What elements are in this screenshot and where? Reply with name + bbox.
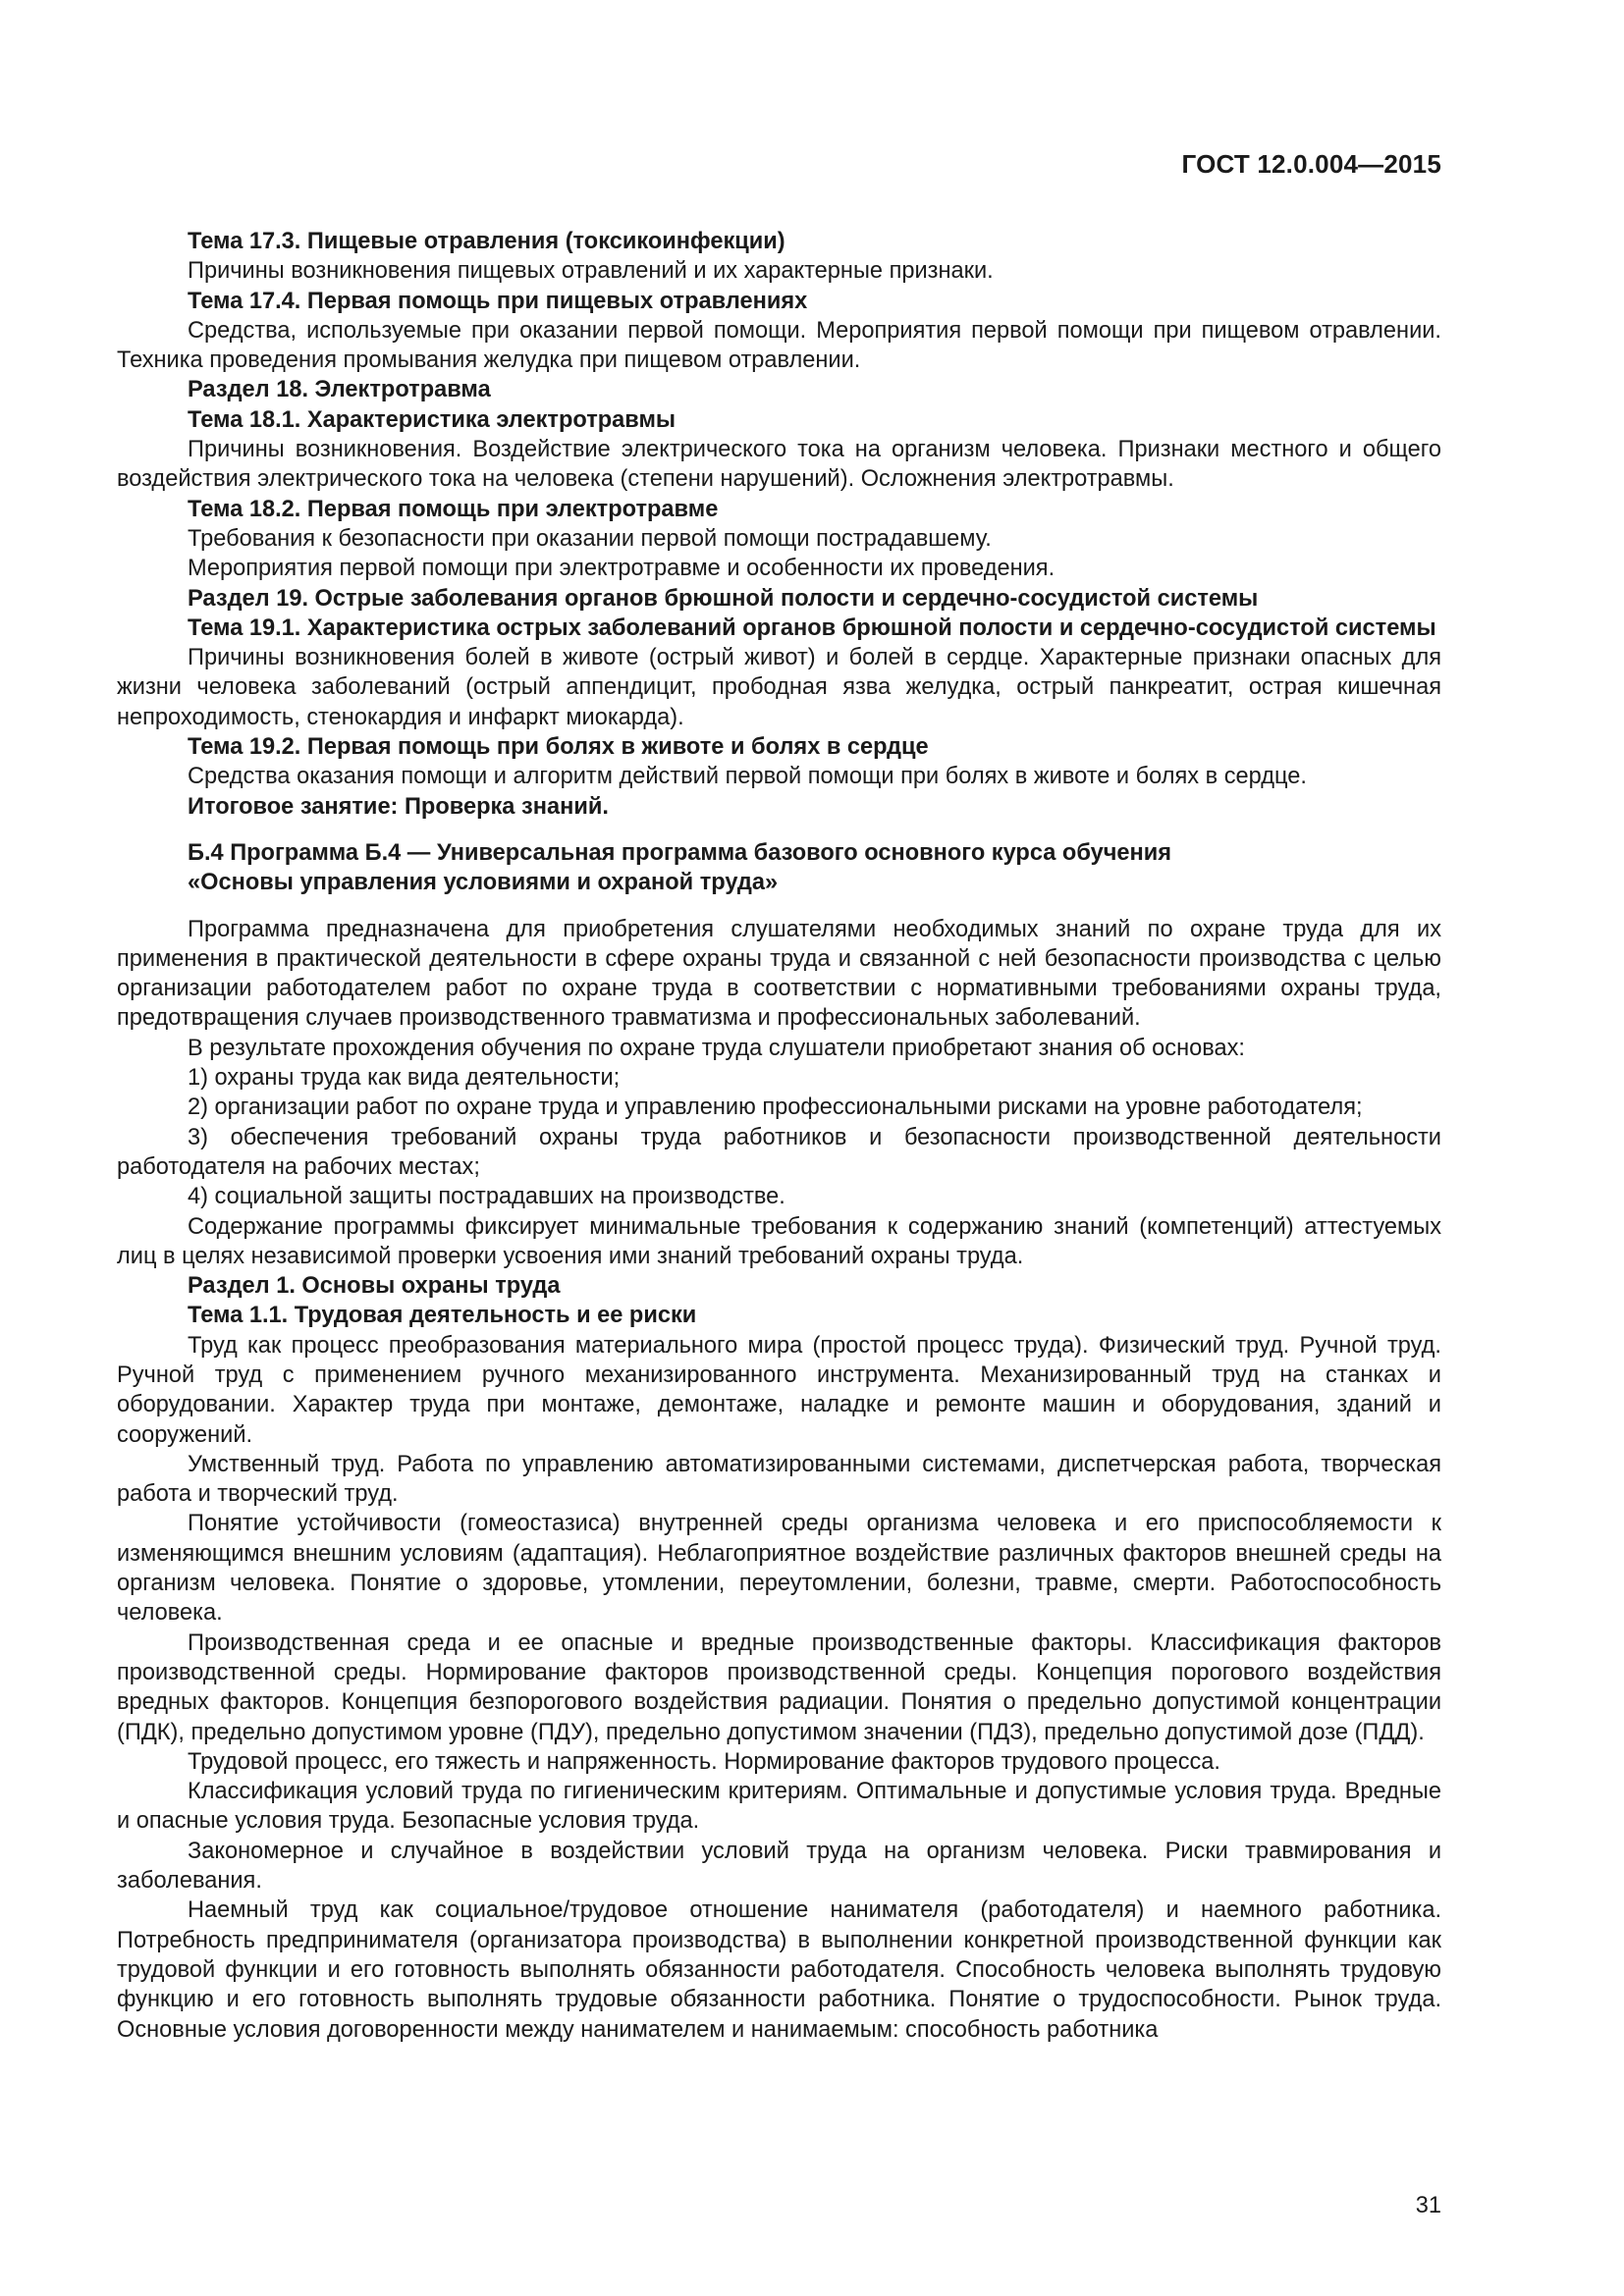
heading: Раздел 18. Электротравма [188, 377, 491, 403]
paragraph: 1) охраны труда как вида деятельности; [188, 1065, 621, 1092]
heading: Тема 18.2. Первая помощь при электротравме [188, 496, 719, 522]
paragraph: 3) обеспечения требований охраны труда работников и безопасности производственной деятельности работодателя на рабочих местах; [117, 1124, 1441, 1180]
heading: Тема 19.2. Первая помощь при болях в животе и болях в сердце [188, 734, 929, 761]
heading: Раздел 1. Основы охраны труда [188, 1273, 561, 1300]
paragraph: 2) организации работ по охране труда и управлению профессиональными рисками на уровне работодателя; [188, 1095, 1363, 1121]
heading: Итоговое занятие: Проверка знаний. [188, 793, 609, 820]
paragraph: 4) социальной защиты пострадавших на производстве. [188, 1184, 785, 1210]
paragraph: Труд как процесс преобразования материального мира (простой процесс труда). Физический труд. Ручной труд. Ручной труд с применением ручного механизированного инструмента. Механизированный труд на станках и оборудовании. Характер труда при монтаже, демонтаже, наладке и ремонте машин и оборудования, зданий и сооружений. [117, 1332, 1441, 1448]
page-number: 31 [1415, 2193, 1441, 2218]
heading: «Основы управления условиями и охраной труда» [188, 870, 779, 896]
paragraph: Причины возникновения. Воздействие электрического тока на организм человека. Признаки местного и общего воздействия электрического тока на человека (степени нарушений). Осложнения электротравмы. [117, 437, 1441, 493]
paragraph: Производственная среда и ее опасные и вредные производственные факторы. Классификация факторов производственной среды. Нормирование факторов производственной среды. Концепция порогового воздействия вредных факторов. Концепция безпорогового воздействия радиации. Понятия о предельно допустимой концентрации (ПДК), предельно допустимом уровне (ПДУ), предельно допустимом значении (ПДЗ), предельно допустимой дозе (ПДД). [117, 1629, 1441, 1745]
heading: Тема 1.1. Трудовая деятельность и ее риски [188, 1303, 697, 1329]
heading: Раздел 19. Острые заболевания органов брюшной полости и сердечно-сосудистой системы [188, 585, 1259, 612]
heading: Тема 19.1. Характеристика острых заболеваний органов брюшной полости и сердечно-сосудистой системы [188, 614, 1436, 641]
document-code: ГОСТ 12.0.004—2015 [1181, 149, 1441, 179]
paragraph: Закономерное и случайное в воздействии условий труда на организм человека. Риски травмирования и заболевания. [117, 1838, 1441, 1895]
paragraph: Классификация условий труда по гигиеническим критериям. Оптимальные и допустимые условия труда. Вредные и опасные условия труда. Безопасные условия труда. [117, 1779, 1441, 1835]
paragraph: Требования к безопасности при оказании первой помощи пострадавшему. [188, 525, 992, 552]
heading: Б.4 Программа Б.4 — Универсальная программа базового основного курса обучения [188, 839, 1172, 866]
paragraph: Умственный труд. Работа по управлению автоматизированными системами, диспетчерская работа, творческая работа и творческий труд. [117, 1451, 1441, 1508]
paragraph: Трудовой процесс, его тяжесть и напряженность. Нормирование факторов трудового процесса. [188, 1748, 1220, 1775]
paragraph: Причины возникновения болей в животе (острый живот) и болей в сердце. Характерные признаки опасных для жизни человека заболеваний (острый аппендицит, прободная язва желудка, острый панкреатит, острая кишечная непроходимость, стенокардия и инфаркт миокарда). [117, 645, 1441, 730]
paragraph: Мероприятия первой помощи при электротравме и особенности их проведения. [188, 556, 1056, 582]
paragraph: Содержание программы фиксирует минимальные требования к содержанию знаний (компетенций) аттестуемых лиц в целях независимой проверки усвоения ими знаний требований охраны труда. [117, 1213, 1441, 1269]
paragraph: Средства, используемые при оказании первой помощи. Мероприятия первой помощи при пищевом отравлении. Техника проведения промывания желудка при пищевом отравлении. [117, 317, 1441, 374]
heading: Тема 17.3. Пищевые отравления (токсикоинфекции) [188, 229, 785, 254]
page-body [117, 227, 1441, 2045]
paragraph: Причины возникновения пищевых отравлений и их характерные признаки. [188, 258, 994, 285]
paragraph: В результате прохождения обучения по охране труда слушатели приобретают знания об основах: [188, 1035, 1245, 1061]
paragraph: Программа предназначена для приобретения слушателями необходимых знаний по охране труда для их применения в практической деятельности в сфере охраны труда и связанной с ней безопасности производства с целью организации работодателем работ по охране труда в соответствии с нормативными требованиями охраны труда, предотвращения случаев производственного травматизма и профессиональных заболеваний. [117, 916, 1441, 1032]
heading: Тема 17.4. Первая помощь при пищевых отравлениях [188, 288, 808, 314]
paragraph: Понятие устойчивости (гомеостазиса) внутренней среды организма человека и его приспособляемости к изменяющимся внешним условиям (адаптация). Неблагоприятное воздействие различных факторов внешней среды на организм человека. Понятие о здоровье, утомлении, переутомлении, болезни, травме, смерти. Работоспособность человека. [117, 1511, 1441, 1627]
heading: Тема 18.1. Характеристика электротравмы [188, 406, 677, 433]
paragraph: Наемный труд как социальное/трудовое отношение нанимателя (работодателя) и наемного работника. Потребность предпринимателя (организатора производства) в выполнении конкретной производственной функции как трудовой функции и его готовность выполнять обязанности работодателя. Способность человека выполнять трудовую функцию и его готовность выполнять трудовые обязанности работника. Понятие о трудоспособности. Рынок труда. Основные условия договоренности между нанимателем и нанимаемым: способность работника [117, 1897, 1441, 2043]
paragraph: Средства оказания помощи и алгоритм действий первой помощи при болях в животе и болях в сердце. [188, 764, 1307, 790]
